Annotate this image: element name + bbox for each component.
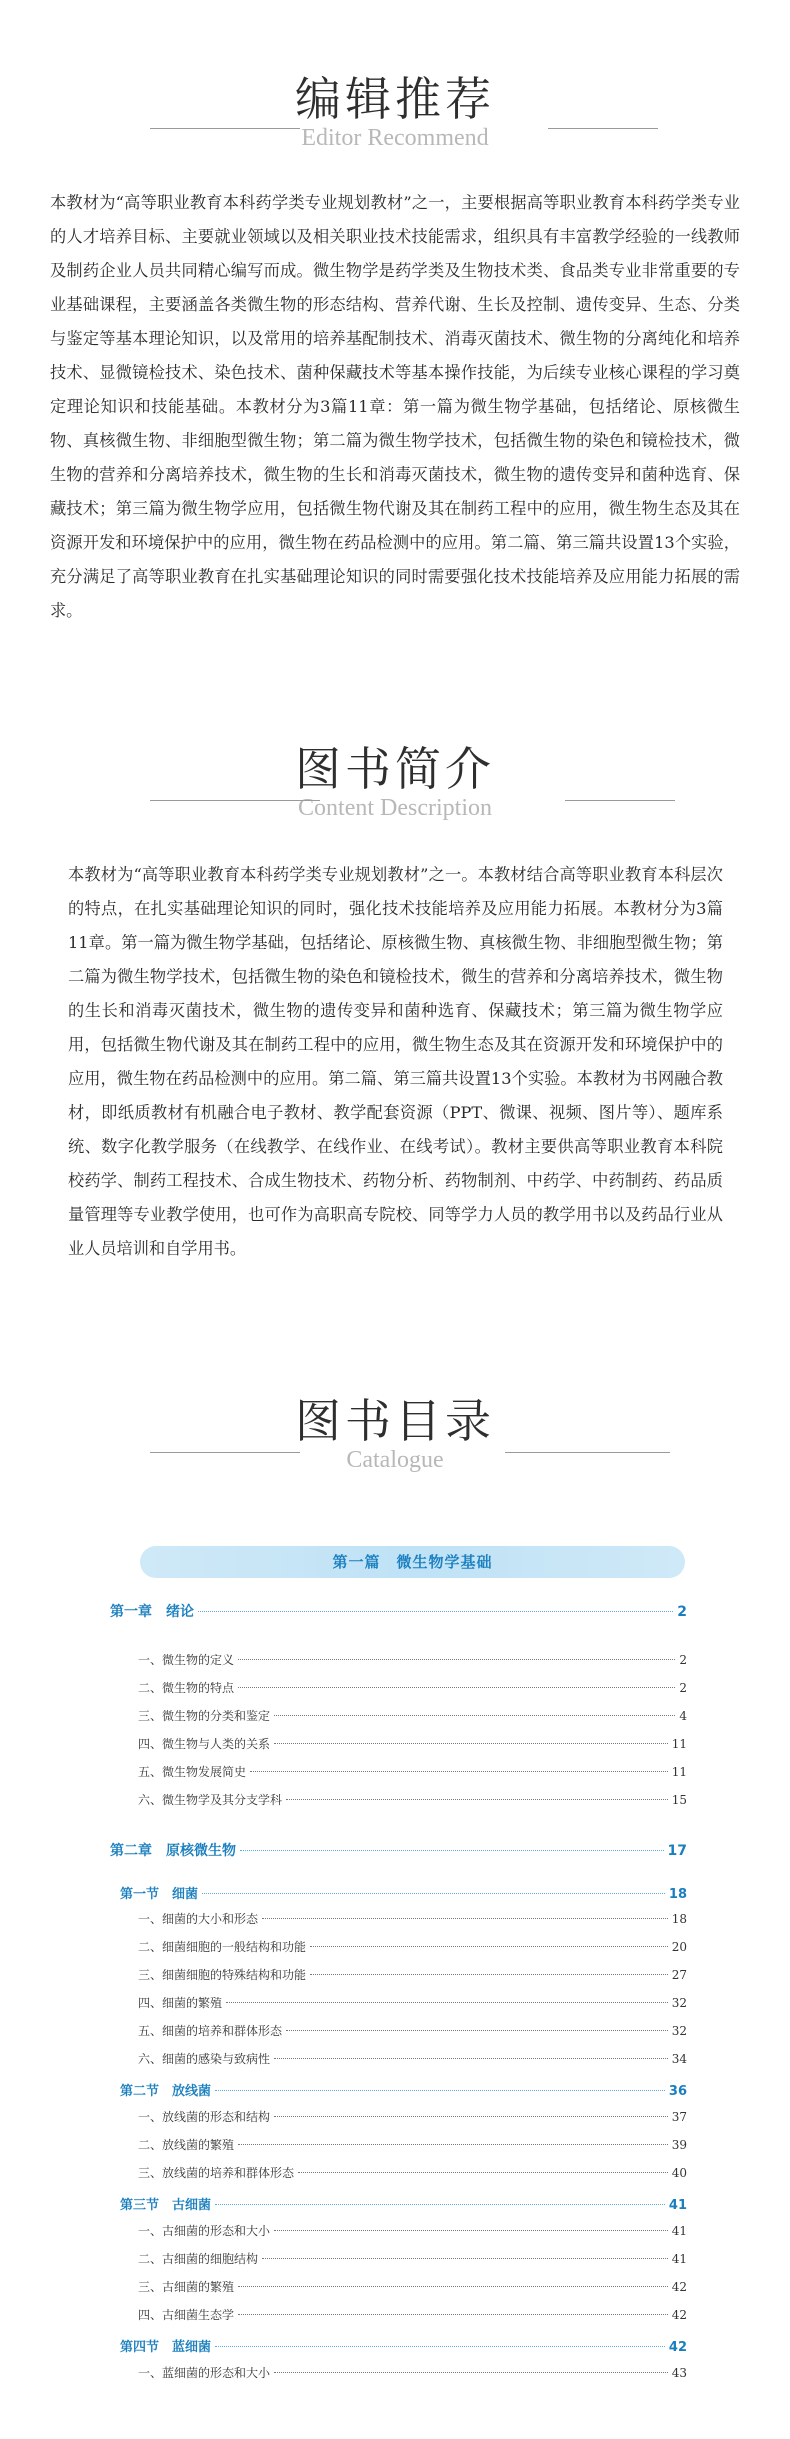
toc-section [120,2336,687,2355]
toc-label: 五、微生物发展简史 [138,1765,247,1779]
toc-item [138,2050,687,2067]
toc-label: 三、古细菌的繁殖 [138,2280,235,2294]
content-header [0,742,790,822]
toc-page-number: 41 [671,2224,687,2238]
catalogue-rule-left [150,1452,300,1453]
toc-label: 二、放线菌的繁殖 [138,2138,235,2152]
toc-label: 六、细菌的感染与致病性 [138,2052,271,2066]
toc-leader-dots [274,1743,668,1744]
catalogue-header [0,1394,790,1474]
toc-label: 六、微生物学及其分支学科 [138,1793,283,1807]
toc-section [120,2194,687,2213]
toc-item [138,1938,687,1955]
toc-label: 四、细菌的繁殖 [138,1996,223,2010]
editor-rule-right [548,128,658,129]
toc-leader-dots [215,2204,665,2205]
toc-page-number: 43 [671,2366,687,2380]
toc-section [120,2080,687,2099]
toc-item [138,1707,687,1724]
toc-label: 第二章 原核微生物 [110,1843,236,1859]
toc-leader-dots [238,1659,675,1660]
toc-leader-dots [274,2116,668,2117]
editor-title: 编辑推荐 [295,72,495,126]
toc-label: 一、放线菌的形态和结构 [138,2110,271,2124]
toc-label: 一、细菌的大小和形态 [138,1912,259,1926]
toc-label: 四、古细菌生态学 [138,2308,235,2322]
toc-page-number: 15 [671,1793,687,1807]
toc-leader-dots [298,2172,668,2173]
toc-item [138,1735,687,1752]
toc-label: 四、微生物与人类的关系 [138,1737,271,1751]
toc-item [138,2222,687,2239]
toc-label: 三、放线菌的培养和群体形态 [138,2166,295,2180]
toc-page-number: 37 [671,2110,687,2124]
toc-page-number: 40 [671,2166,687,2180]
toc-chapter [110,1601,687,1621]
toc-page-number: 32 [671,2024,687,2038]
toc-label: 第二节 放线菌 [120,2084,212,2099]
toc-item [138,1679,687,1696]
toc-item [138,2250,687,2267]
toc-item [138,2108,687,2125]
toc-leader-dots [238,2144,668,2145]
toc-leader-dots [226,2002,668,2003]
toc-page-number: 42 [671,2280,687,2294]
toc-leader-dots [238,1687,675,1688]
toc-label: 二、微生物的特点 [138,1681,235,1695]
toc-section [120,1883,687,1902]
editor-rule-left [150,128,300,129]
part-one-banner: 第一篇 微生物学基础 [140,1546,685,1578]
toc-label: 三、细菌细胞的特殊结构和功能 [138,1968,307,1982]
toc-label: 二、古细菌的细胞结构 [138,2252,259,2266]
toc-item [138,2022,687,2039]
toc-leader-dots [262,1918,668,1919]
toc-label: 第一节 细菌 [120,1887,199,1902]
toc-item [138,1651,687,1668]
toc-label: 第四节 蓝细菌 [120,2340,212,2355]
toc-page-number: 39 [671,2138,687,2152]
toc-item [138,2364,687,2381]
toc-leader-dots [274,1715,675,1716]
editor-paragraph: 本教材为“高等职业教育本科药学类专业规划教材”之一，主要根据高等职业教育本科药学类专业的人才培养目标、主要就业领域以及相关职业技术技能需求，组织具有丰富教学经验的一线教师及制药企业人员共同精心编写而成。微生物学是药学类及生物技术类、食品类专业非常重要的专业基础课程，主要涵盖各类微生物的形态结构、营养代谢、生长及控制、遗传变异、生态、分类与鉴定等基本理论知识，以及常用的培养基配制技术、消毒灭菌技术、微生物的分离纯化和培养技术、显微镜检技术、染色技术、菌种保藏技术等基本操作技能，为后续专业核心课程的学习奠定理论知识和技能基础。本教材分为3篇11章：第一篇为微生物学基础，包括绪论、原核微生物、真核微生物、非细胞型微生物；第二篇为微生物学技术，包括微生物的染色和镜检技术，微生物的营养和分离培养技术，微生物的生长和消毒灭菌技术，微生物的遗传变异和菌种选育、保藏技术；第三篇为微生物学应用，包括微生物代谢及其在制药工程中的应用，微生物生态及其在资源开发和环境保护中的应用，微生物在药品检测中的应用。第二篇、第三篇共设置13个实验，充分满足了高等职业教育在扎实基础理论知识的同时需要强化技术技能培养及应用能力拓展的需求。 [50,193,740,620]
toc-leader-dots [250,1771,668,1772]
toc-label: 五、细菌的培养和群体形态 [138,2024,283,2038]
toc-item [138,2164,687,2181]
toc-leader-dots [238,2286,668,2287]
toc-page-number: 27 [671,1968,687,1982]
toc-item [138,2306,687,2323]
toc-page-number: 32 [671,1996,687,2010]
toc-label: 三、微生物的分类和鉴定 [138,1709,271,1723]
toc-leader-dots [202,1893,665,1894]
toc-item [138,2278,687,2295]
toc-leader-dots [274,2372,668,2373]
toc-page-number: 42 [668,2340,687,2355]
toc-page-number: 41 [668,2198,687,2213]
catalogue-title: 图书目录 [295,1394,495,1448]
toc-page-number: 2 [677,1604,687,1620]
toc-page-number: 4 [679,1709,687,1723]
toc-leader-dots [286,2030,668,2031]
toc-page-number: 11 [671,1765,687,1779]
content-rule-left [150,800,320,801]
toc-leader-dots [310,1974,668,1975]
toc-leader-dots [274,2058,668,2059]
content-rule-right [565,800,675,801]
toc-page-number: 20 [671,1940,687,1954]
toc-label: 一、微生物的定义 [138,1653,235,1667]
catalogue-subtitle: Catalogue [346,1447,444,1473]
toc-page-number: 41 [671,2252,687,2266]
toc-label: 一、古细菌的形态和大小 [138,2224,271,2238]
toc-chapter [110,1840,687,1860]
toc-page-number: 36 [668,2084,687,2099]
content-paragraph: 本教材为“高等职业教育本科药学类专业规划教材”之一。本教材结合高等职业教育本科层次的特点，在扎实基础理论知识的同时，强化技术技能培养及应用能力拓展。本教材分为3篇11章。第一篇为微生物学基础，包括绪论、原核微生物、真核微生物、非细胞型微生物；第二篇为微生物学技术，包括微生物的染色和镜检技术，微生的营养和分离培养技术，微生物的生长和消毒灭菌技术，微生物的遗传变异和菌种选育、保藏技术；第三篇为微生物学应用，包括微生物代谢及其在制药工程中的应用，微生物生态及其在资源开发和环境保护中的应用，微生物在药品检测中的应用。第二篇、第三篇共设置13个实验。本教材为书网融合教材，即纸质教材有机融合电子教材、教学配套资源（PPT、微课、视频、图片等）、题库系统、数字化教学服务（在线教学、在线作业、在线考试）。教材主要供高等职业教育本科院校药学、制药工程技术、合成生物技术、药物分析、药物制剂、中药学、中药制药、药品质量管理等专业教学使用，也可作为高职高专院校、同等学力人员的教学用书以及药品行业从业人员培训和自学用书。 [68,865,723,1258]
content-subtitle: Content Description [298,795,492,821]
toc-page-number: 18 [668,1887,687,1902]
toc-item [138,1966,687,1983]
toc-leader-dots [238,2314,668,2315]
toc-leader-dots [310,1946,668,1947]
toc-item [138,1791,687,1808]
toc-page-number: 2 [679,1653,687,1667]
toc-item [138,1994,687,2011]
toc-item [138,2136,687,2153]
toc-page-number: 17 [667,1843,687,1859]
toc-page-number: 34 [671,2052,687,2066]
toc-label: 一、蓝细菌的形态和大小 [138,2366,271,2380]
toc-leader-dots [262,2258,668,2259]
editor-subtitle: Editor Recommend [301,125,489,151]
toc-item [138,1910,687,1927]
toc-page-number: 42 [671,2308,687,2322]
toc-leader-dots [215,2090,665,2091]
content-title: 图书简介 [295,742,495,796]
toc-item [138,1763,687,1780]
toc-leader-dots [215,2346,665,2347]
toc-label: 二、细菌细胞的一般结构和功能 [138,1940,307,1954]
toc-page-number: 2 [679,1681,687,1695]
catalogue-rule-right [505,1452,670,1453]
toc-leader-dots [240,1850,664,1851]
toc-page-number: 11 [671,1737,687,1751]
toc-leader-dots [274,2230,668,2231]
editor-header [0,72,790,152]
toc-leader-dots [198,1611,673,1612]
toc-label: 第三节 古细菌 [120,2198,212,2213]
toc-leader-dots [286,1799,668,1800]
toc-label: 第一章 绪论 [110,1604,194,1620]
toc-page-number: 18 [671,1912,687,1926]
